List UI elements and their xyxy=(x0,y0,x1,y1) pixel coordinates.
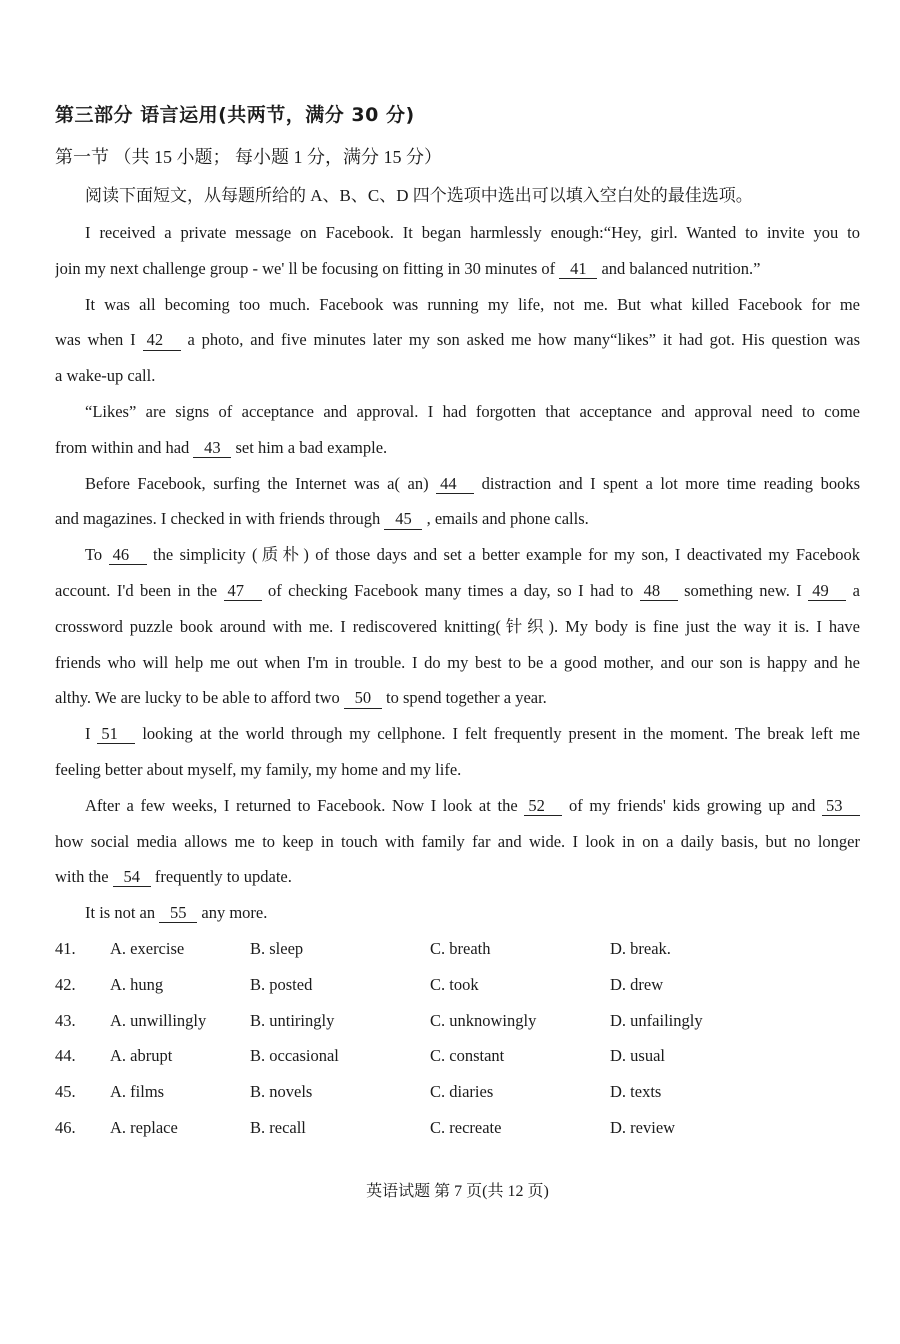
option-a: A. unwillingly xyxy=(110,1010,207,1030)
option-c: C. constant xyxy=(430,1046,505,1066)
passage-line: a wake-up call. xyxy=(55,366,156,386)
option-d: D. drew xyxy=(610,974,664,994)
option-c: C. unknowingly xyxy=(430,1010,537,1030)
passage-line: crossword puzzle book around with me. I rediscovered knitting(针织). My body is fine just the way it is. I have xyxy=(55,616,860,636)
blank-45: 45 xyxy=(384,510,422,529)
question-number: 45. xyxy=(55,1082,76,1102)
question-row xyxy=(55,1074,860,1110)
option-d: D. review xyxy=(610,1117,676,1137)
passage xyxy=(55,215,860,931)
option-b: B. novels xyxy=(250,1082,313,1102)
passage-line: account. I'd been in the 47 of checking Facebook many times a day, so I had to 48 something new. I 49 a xyxy=(55,580,860,600)
blank-50: 50 xyxy=(344,689,382,708)
blank-41: 41 xyxy=(559,260,597,279)
passage-line: “Likes” are signs of acceptance and approval. I had forgotten that acceptance and approval need to come xyxy=(85,401,860,421)
option-b: B. recall xyxy=(250,1117,306,1137)
question-number: 41. xyxy=(55,938,76,958)
passage-line: After a few weeks, I returned to Facebook. Now I look at the 52 of my friends' kids growing up and 53 xyxy=(55,788,860,824)
option-d: D. unfailingly xyxy=(610,1010,703,1030)
question-number: 44. xyxy=(55,1046,76,1066)
passage-line: how social media allows me to keep in touch with family far and wide. I look in on a daily basis, but no longer xyxy=(55,831,860,851)
question-row xyxy=(55,1110,860,1146)
subsection-heading: 第一节 （共 15 小题； 每小题 1 分，满分 15 分） xyxy=(55,147,442,167)
passage-line: It was all becoming too much. Facebook was running my life, not me. But what killed Facebook for me xyxy=(85,294,860,314)
passage-line: with the 54 frequently to update. xyxy=(55,867,292,887)
questions xyxy=(55,931,860,1146)
passage-line: friends who will help me out when I'm in trouble. I do my best to be a good mother, and our son is happy and he xyxy=(55,652,860,672)
blank-49: 49 xyxy=(808,582,846,601)
blank-42: 42 xyxy=(143,331,181,350)
option-c: C. took xyxy=(430,974,479,994)
passage-line: join my next challenge group - we' ll be focusing on fitting in 30 minutes of 41 and balanced nutrition.” xyxy=(55,258,761,278)
blank-44: 44 xyxy=(436,475,474,494)
blank-54: 54 xyxy=(113,868,151,887)
passage-line: feeling better about myself, my family, my home and my life. xyxy=(55,759,462,779)
option-a: A. replace xyxy=(110,1117,178,1137)
option-a: A. exercise xyxy=(110,938,185,958)
option-d: D. usual xyxy=(610,1046,665,1066)
question-row xyxy=(55,931,860,967)
question-number: 46. xyxy=(55,1117,76,1137)
option-b: B. untiringly xyxy=(250,1010,335,1030)
question-row xyxy=(55,1038,860,1074)
blank-55: 55 xyxy=(159,904,197,923)
option-a: A. hung xyxy=(110,974,164,994)
option-c: C. recreate xyxy=(430,1117,502,1137)
page-footer: 英语试题 第 7 页(共 12 页) xyxy=(366,1182,549,1200)
question-number: 43. xyxy=(55,1010,76,1030)
option-c: C. diaries xyxy=(430,1082,494,1102)
option-b: B. posted xyxy=(250,974,313,994)
option-b: B. sleep xyxy=(250,938,304,958)
question-row xyxy=(55,967,860,1003)
option-a: A. abrupt xyxy=(110,1046,173,1066)
passage-line: and magazines. I checked in with friends through 45 , emails and phone calls. xyxy=(55,509,589,529)
passage-line: It is not an 55 any more. xyxy=(85,903,268,923)
instruction-text: 阅读下面短文，从每题所给的 A、B、C、D 四个选项中选出可以填入空白处的最佳选项。 xyxy=(85,186,753,205)
passage-line: althy. We are lucky to be able to afford two 50 to spend together a year. xyxy=(55,688,547,708)
option-d: D. break. xyxy=(610,938,671,958)
passage-line: was when I 42 a photo, and five minutes later my son asked me how many“likes” it had got. His question was xyxy=(55,330,860,350)
blank-51: 51 xyxy=(97,725,135,744)
blank-46: 46 xyxy=(109,546,147,565)
option-c: C. breath xyxy=(430,938,491,958)
passage-line: I received a private message on Facebook. It began harmlessly enough:“Hey, girl. Wanted to invite you to xyxy=(85,223,860,242)
question-number: 42. xyxy=(55,974,76,994)
option-a: A. films xyxy=(110,1082,165,1102)
passage-line: To 46 the simplicity (质朴) of those days and set a better example for my son, I deactivated my Facebook xyxy=(85,545,860,565)
section-heading: 第三部分 语言运用(共两节，满分 30 分) xyxy=(55,104,415,126)
blank-52: 52 xyxy=(524,797,562,816)
option-d: D. texts xyxy=(610,1082,662,1102)
blank-48: 48 xyxy=(640,582,678,601)
question-row xyxy=(55,1003,860,1039)
option-b: B. occasional xyxy=(250,1046,339,1066)
blank-43: 43 xyxy=(193,439,231,458)
passage-line: Before Facebook, surfing the Internet was a( an) 44 distraction and I spent a lot more time reading books xyxy=(85,473,860,493)
blank-53: 53 xyxy=(822,797,860,816)
passage-line: I 51 looking at the world through my cellphone. I felt frequently present in the moment. The break left me xyxy=(85,724,860,744)
blank-47: 47 xyxy=(224,582,262,601)
passage-line: from within and had 43 set him a bad example. xyxy=(55,437,388,457)
